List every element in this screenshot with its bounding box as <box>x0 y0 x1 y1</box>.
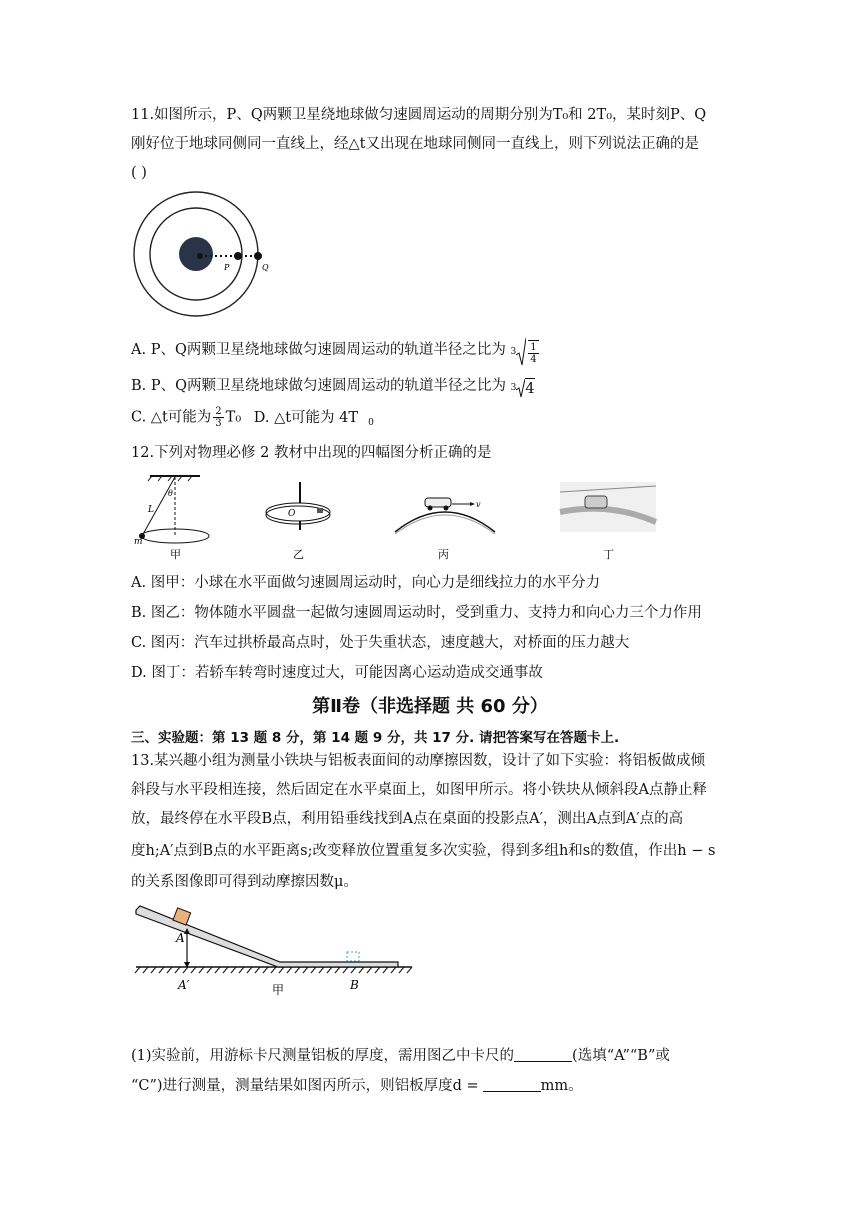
caption-ding: 丁 <box>603 548 614 561</box>
satellite-p <box>234 252 242 260</box>
label-theta: θ <box>168 489 173 498</box>
q13-sub1-unit: mm。 <box>540 1078 583 1094</box>
q11-option-c-d <box>131 406 374 433</box>
q11-line1: 11.如图所示，P、Q两颗卫星绕地球做匀速圆周运动的周期分别为T₀和 2T₀，某时刻P、Q <box>131 107 707 123</box>
q12-option-c: C. 图丙：汽车过拱桥最高点时，处于失重状态，速度越大，对桥面的压力越大 <box>131 635 630 651</box>
q12-option-a: A. 图甲：小球在水平面做匀速圆周运动时，向心力是细线拉力的水平分力 <box>131 575 601 591</box>
fraction-denominator: 3 <box>215 418 222 429</box>
figure-yi <box>266 482 330 561</box>
q11-line3: ( ) <box>131 165 147 181</box>
q11-option-d-text: D. △t可能为 4T <box>253 409 359 426</box>
fraction-numerator: 2 <box>215 406 222 417</box>
label-q: Q <box>262 263 269 272</box>
q13-line2: 斜段与水平段相连接，然后固定在水平桌面上，如图甲所示。将小铁块从倾斜段A点静止释 <box>131 782 707 798</box>
label-m: m <box>134 537 143 547</box>
caption-bing: 丙 <box>438 548 449 561</box>
q13-sub1-line1 <box>131 1046 670 1066</box>
label-a: A <box>176 931 185 945</box>
option-c-suffix: T₀ <box>225 409 242 426</box>
radicand: 4 <box>525 378 534 399</box>
label-l: L <box>148 505 154 515</box>
q11-option-b <box>131 376 535 399</box>
q11-option-b-text: B. P、Q两颗卫星绕地球做匀速圆周运动的轨道半径之比为 <box>131 378 507 394</box>
table-hatching <box>135 967 412 973</box>
option-c-fraction <box>213 406 223 429</box>
fraction-denominator: 4 <box>530 353 537 365</box>
q12-option-b: B. 图乙：物体随水平圆盘一起做匀速圆周运动时，受到重力、支持力和向心力三个力作用 <box>131 605 702 621</box>
option-d-subscript: 0 <box>368 418 374 429</box>
caption-yi: 乙 <box>293 548 304 561</box>
q12-option-d: D. 图丁：若轿车转弯时速度过大，可能因离心运动造成交通事故 <box>131 665 543 681</box>
incline-figure <box>130 900 420 996</box>
answer-blank-caliper[interactable] <box>514 1047 572 1062</box>
figure-jia <box>134 476 209 561</box>
q11-option-a <box>131 337 541 367</box>
figure-bing <box>395 498 495 561</box>
root-index: 3 <box>510 347 517 357</box>
earth-center-dot <box>197 253 203 259</box>
root-index: 3 <box>510 383 517 393</box>
q13-sub1-text-c: “C”)进行测量，测量结果如图丙所示，则铝板厚度d = <box>131 1078 479 1094</box>
radical-sign <box>516 378 525 398</box>
answer-blank-thickness[interactable] <box>483 1077 541 1092</box>
label-v: v <box>476 500 481 509</box>
label-b: B <box>350 978 359 992</box>
q11-option-c-text: C. △t可能为 <box>131 409 212 426</box>
caption-jia: 甲 <box>272 983 285 996</box>
q11-line2: 刚好位于地球同侧同一直线上，经△t又出现在地球同侧同一直线上，则下列说法正确的是 <box>131 136 699 152</box>
q13-sub1-text-b: (选填“A”“B”或 <box>572 1048 670 1064</box>
q13-sub1-text-a: (1)实验前，用游标卡尺测量铝板的厚度，需用图乙中卡尺的 <box>131 1048 515 1064</box>
label-o: O <box>288 509 296 519</box>
label-a-prime: A′ <box>178 978 190 992</box>
cube-root <box>511 378 535 399</box>
fraction-numerator: 1 <box>530 341 537 353</box>
cube-root-fraction <box>510 337 540 367</box>
q12-stem: 12.下列对物理必修 2 教材中出现的四幅图分析正确的是 <box>131 445 492 461</box>
q13-line4: 度h;A′点到B点的水平距离s;改变释放位置重复多次实验，得到多组h和s的数值，作出h − s <box>131 843 716 859</box>
q13-line5: 的关系图像即可得到动摩擦因数μ。 <box>131 874 358 890</box>
satellite-q <box>254 252 262 260</box>
q12-figures <box>130 472 660 564</box>
earth-disc <box>179 237 213 271</box>
section-instruction: 三、实验题：第 13 题 8 分，第 14 题 9 分，共 17 分. 请把答案写在答题卡上. <box>131 730 620 746</box>
radical-sign <box>516 337 526 367</box>
figure-ding <box>560 482 656 561</box>
q11-option-a-text: A. P、Q两颗卫星绕地球做匀速圆周运动的轨道半径之比为 <box>131 342 506 358</box>
q13-line3: 放，最终停在水平段B点，利用铅垂线找到A点在桌面的投影点A′，测出A点到A′点的高 <box>131 811 684 827</box>
q13-sub1-line2 <box>131 1076 583 1096</box>
block-at-b <box>347 952 359 961</box>
root-fraction <box>528 340 538 365</box>
section-title: 第Ⅱ卷（非选择题 共 60 分） <box>312 696 548 717</box>
caption-jia: 甲 <box>170 548 181 561</box>
orbit-figure <box>128 186 278 318</box>
q13-line1: 13.某兴趣小组为测量小铁块与铝板表面间的动摩擦因数，设计了如下实验：将铝板做成倾 <box>131 753 706 769</box>
label-p: P <box>224 263 230 272</box>
